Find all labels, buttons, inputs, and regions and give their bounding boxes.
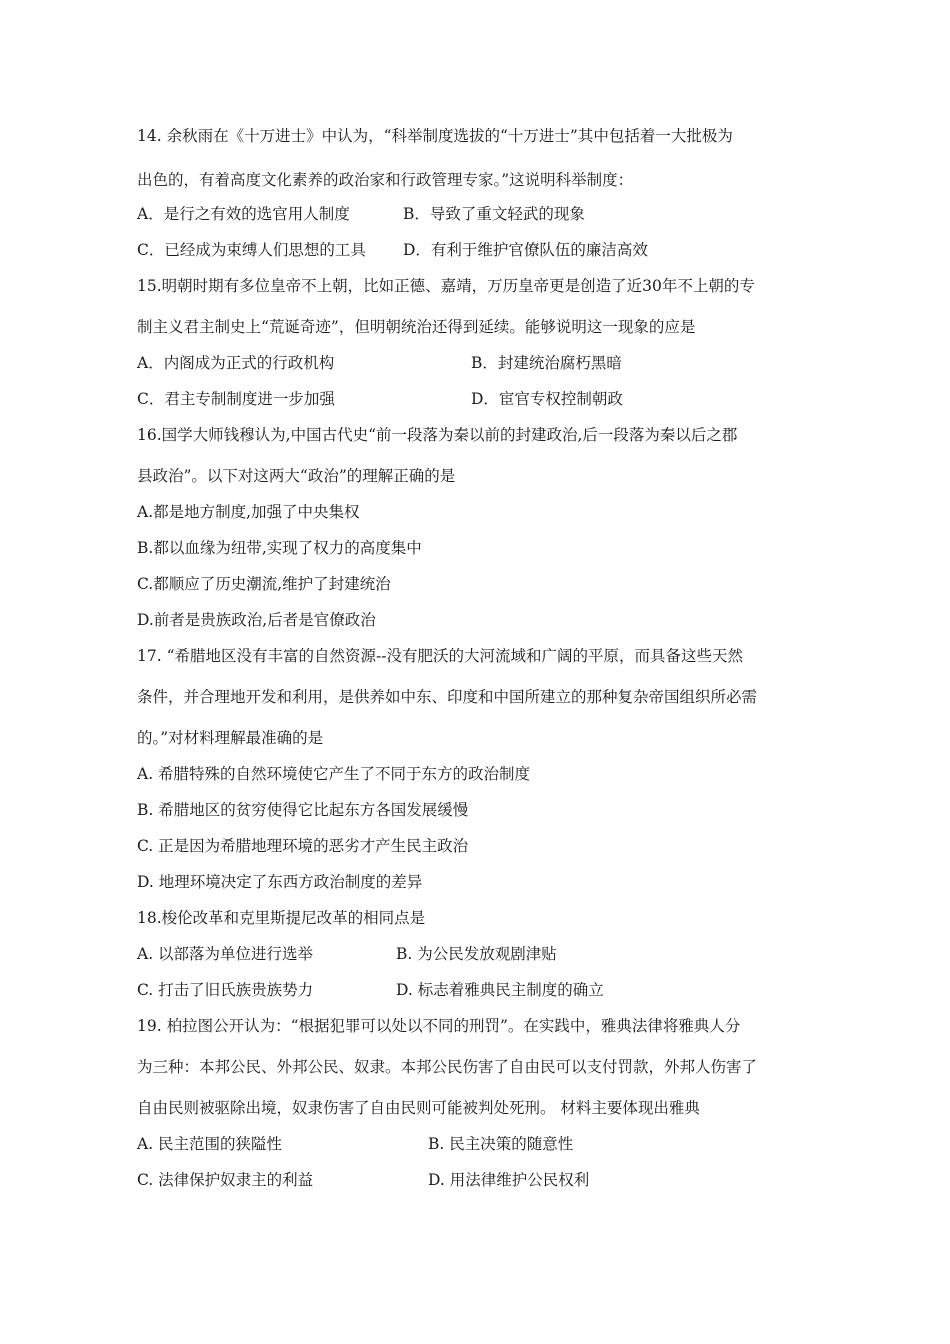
q16-option-d: D.前者是贵族政治,后者是官僚政治 — [137, 611, 376, 629]
q17-option-d: D. 地理环境决定了东西方政治制度的差异 — [137, 873, 423, 891]
q18-option-c: C. 打击了旧氏族贵族势力 — [137, 981, 314, 999]
q16-option-c: C.都顺应了历史潮流,维护了封建统治 — [137, 575, 391, 593]
q18-option-d: D. 标志着雅典民主制度的确立 — [396, 981, 604, 999]
q19-option-b: B. 民主决策的随意性 — [428, 1135, 574, 1153]
q19-option-a: A. 民主范围的狭隘性 — [137, 1135, 283, 1153]
q19-option-c: C. 法律保护奴隶主的利益 — [137, 1171, 314, 1189]
q16-option-b: B.都以血缘为纽带,实现了权力的高度集中 — [137, 539, 422, 557]
q14-stem-line-1: 14. 余秋雨在《十万进士》中认为，“科举制度选拔的“十万进士”其中包括着一大批极为 — [137, 127, 733, 145]
q14-option-d: D．有利于维护官僚队伍的廉洁高效 — [403, 241, 648, 259]
q18-option-a: A. 以部落为单位进行选举 — [137, 945, 314, 963]
q14-option-b: B．导致了重文轻武的现象 — [403, 205, 585, 223]
q17-stem-line-3: 的。”对材料理解最准确的是 — [137, 729, 324, 747]
q15-stem-line-2: 制主义君主制史上“荒诞奇迹”，但明朝统治还得到延续。能够说明这一现象的应是 — [137, 318, 696, 336]
q14-option-c: C．已经成为束缚人们思想的工具 — [137, 241, 366, 259]
q17-stem-line-1: 17. “希腊地区没有丰富的自然资源--没有肥沃的大河流域和广阔的平原，而具备这些天然 — [137, 647, 743, 665]
q16-stem-line-2: 县政治”。以下对这两大“政治”的理解正确的是 — [137, 467, 456, 485]
q14-option-a: A．是行之有效的选官用人制度 — [137, 205, 350, 223]
q17-stem-line-2: 条件，并合理地开发和利用，是供养如中东、印度和中国所建立的那种复杂帝国组织所必需 — [137, 688, 758, 706]
q15-option-c: C．君主专制制度进一步加强 — [137, 390, 335, 408]
q18-option-b: B. 为公民发放观剧津贴 — [396, 945, 557, 963]
q17-option-b: B. 希腊地区的贫穷使得它比起东方各国发展缓慢 — [137, 801, 469, 819]
q15-stem-line-1: 15.明朝时期有多位皇帝不上朝，比如正德、嘉靖，万历皇帝更是创造了近30年不上朝的专 — [137, 277, 755, 295]
q16-stem-line-1: 16.国学大师钱穆认为,中国古代史“前一段落为秦以前的封建政治,后一段落为秦以后之郡 — [137, 426, 738, 444]
q19-stem-line-2: 为三种：本邦公民、外邦公民、奴隶。本邦公民伤害了自由民可以支付罚款，外邦人伤害了 — [137, 1058, 758, 1076]
q15-option-d: D．宦官专权控制朝政 — [471, 390, 623, 408]
q19-stem-line-3: 自由民则被驱除出境，奴隶伤害了自由民则可能被判处死刑。 材料主要体现出雅典 — [137, 1099, 700, 1117]
q18-stem-line-1: 18.梭伦改革和克里斯提尼改革的相同点是 — [137, 909, 426, 927]
q17-option-c: C. 正是因为希腊地理环境的恶劣才产生民主政治 — [137, 837, 469, 855]
q15-option-b: B．封建统治腐朽黑暗 — [471, 354, 622, 372]
q15-option-a: A．内阁成为正式的行政机构 — [137, 354, 335, 372]
q17-option-a: A. 希腊特殊的自然环境使它产生了不同于东方的政治制度 — [137, 765, 531, 783]
q19-stem-line-1: 19. 柏拉图公开认为：“根据犯罪可以处以不同的刑罚”。在实践中，雅典法律将雅典人分 — [137, 1017, 741, 1035]
q19-option-d: D. 用法律维护公民权利 — [428, 1171, 590, 1189]
q16-option-a: A.都是地方制度,加强了中央集权 — [137, 503, 360, 521]
q14-stem-line-2: 出色的，有着高度文化素养的政治家和行政管理专家。”这说明科举制度： — [137, 171, 634, 189]
